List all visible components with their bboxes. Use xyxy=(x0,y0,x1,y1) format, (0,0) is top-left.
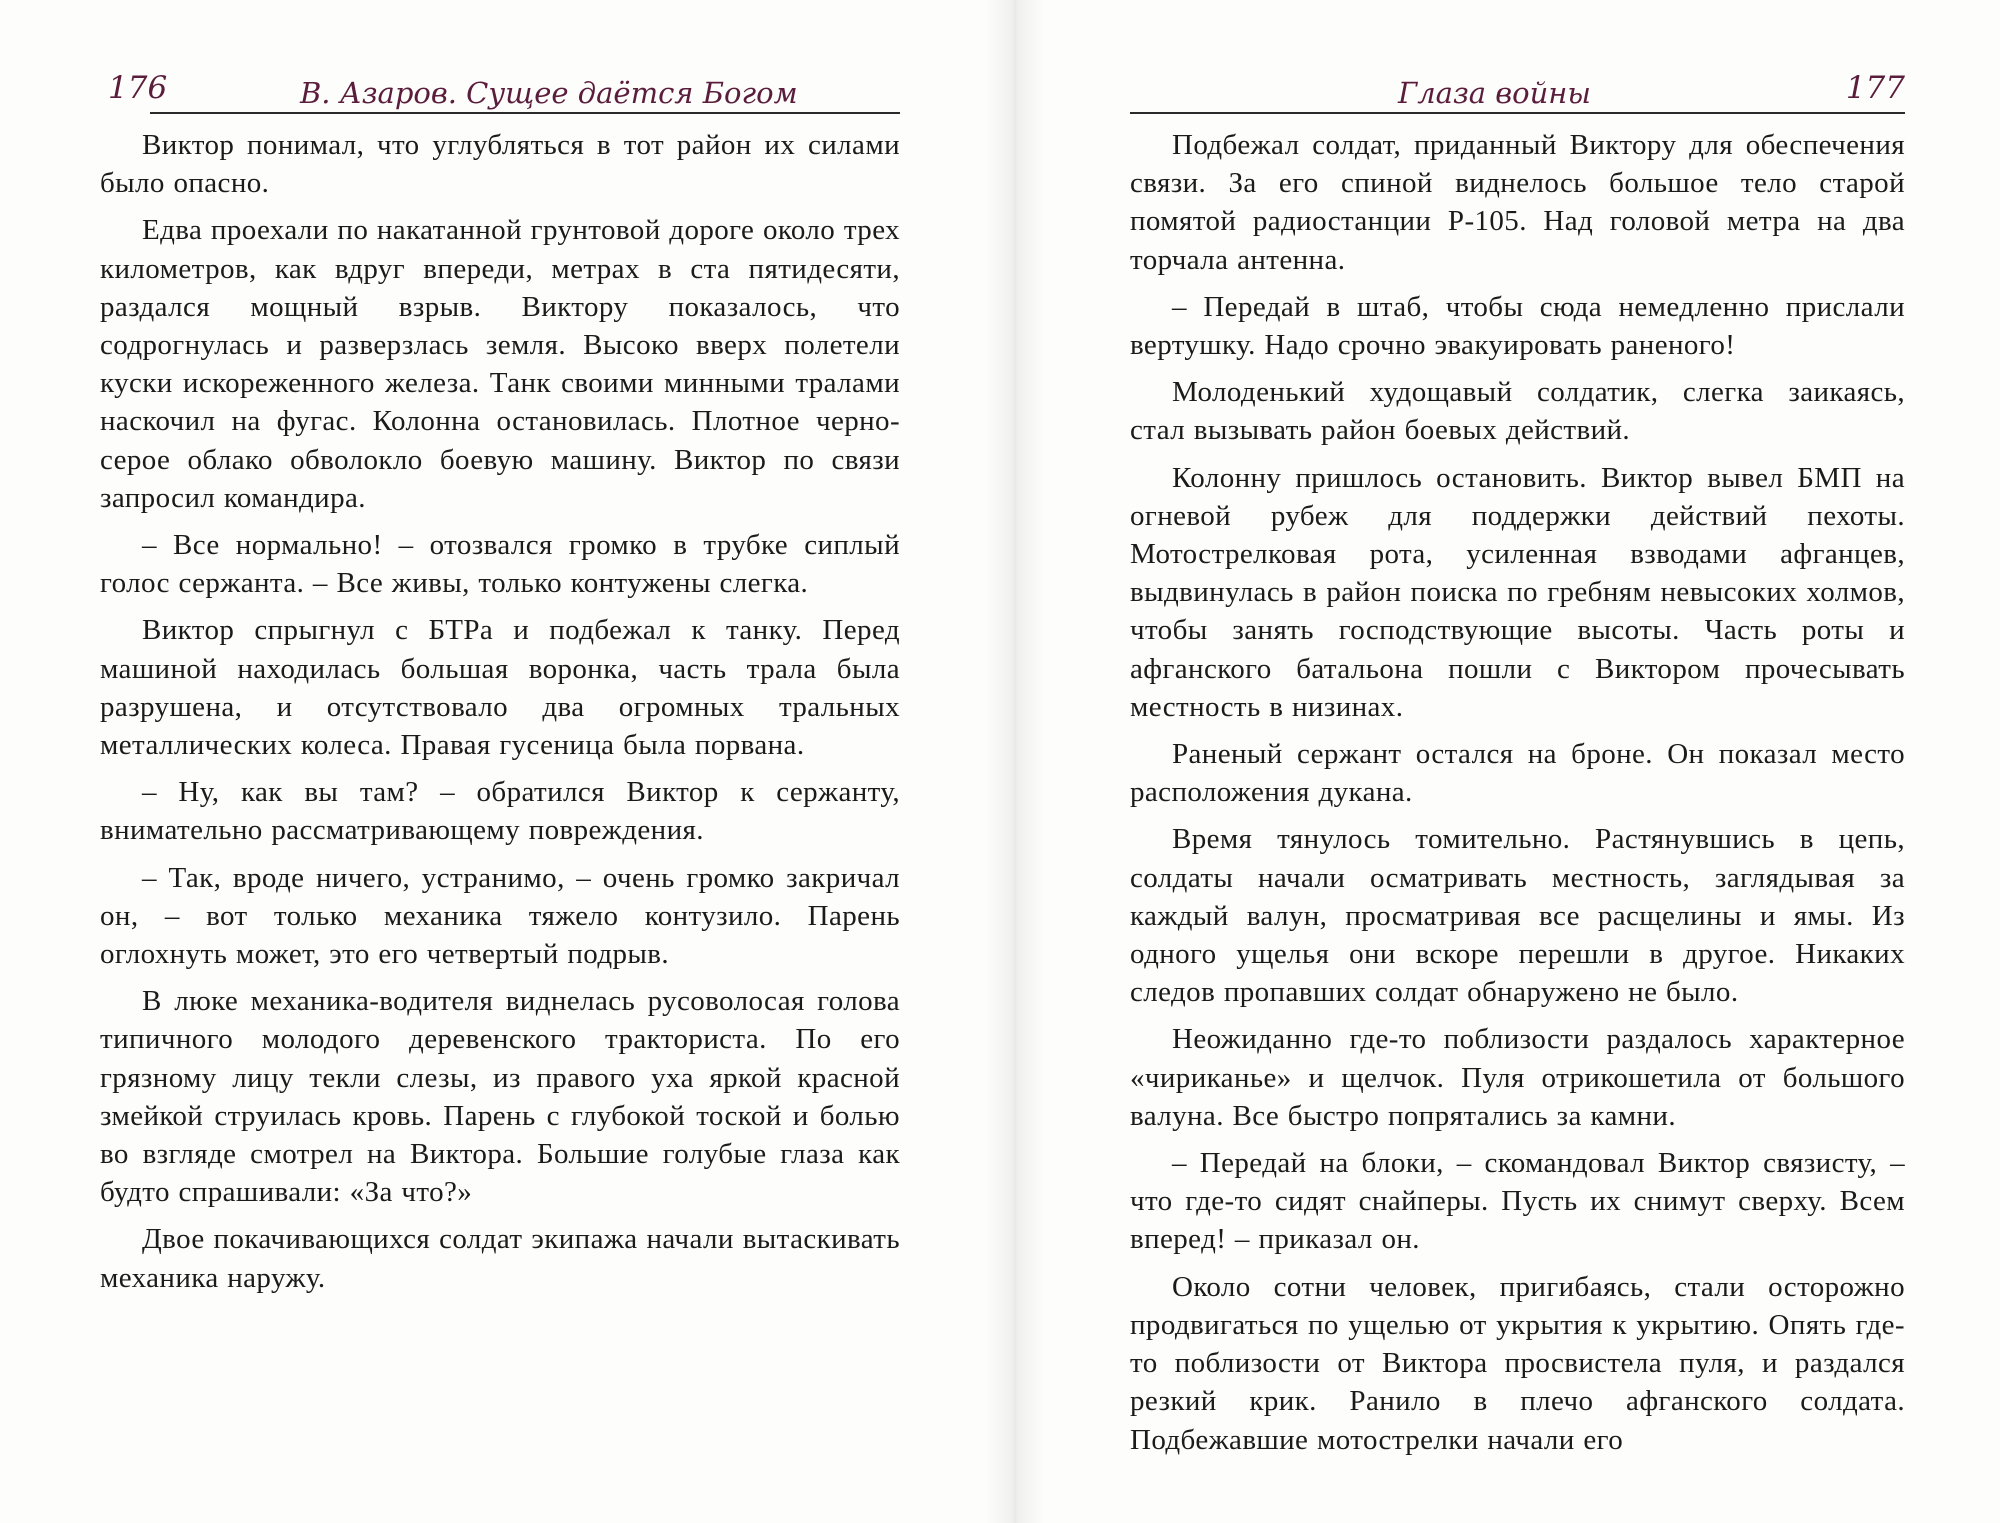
book-gutter xyxy=(985,0,1045,1523)
paragraph: Раненый сержант остался на броне. Он показал место расположения дукана. xyxy=(1130,738,1905,809)
paragraph: Время тянулось томительно. Растянувшись в цепь, солдаты начали осматривать местность, заглядывая за каждый валун, просматривая все расщелины и ямы. Из одного ущелья они вскоре перешли в другое. Никаких следов пропавших солдат обнаружено не было. xyxy=(1130,823,1905,1009)
right-page-number: 177 xyxy=(1845,70,1905,106)
paragraph: Молоденький худощавый солдатик, слегка заикаясь, стал вызывать район боевых действий. xyxy=(1130,376,1905,447)
left-body-text xyxy=(100,126,900,1306)
left-header-rule xyxy=(150,112,900,114)
paragraph: – Передай в штаб, чтобы сюда немедленно прислали вертушку. Надо срочно эвакуировать раненого! xyxy=(1130,290,1905,362)
paragraph: Виктор спрыгнул с БТРа и подбежал к танку. Перед машиной находилась большая воронка, часть трала была разрушена, и отсутствовало два огромных тральных металлических колеса. Правая гусеница была порвана. xyxy=(100,614,900,762)
paragraph: Едва проехали по накатанной грунтовой дороге около трех километров, как вдруг впереди, метрах в ста пятидесяти, раздался мощный взрыв. Виктору показалось, что содрогнулась и разверзлась земля. Высоко вверх полетели куски искореженного железа. Танк своими минными тралами наскочил на фугас. Колонна остановилась. Плотное черно-серое облако обволокло боевую машину. Виктор по связи запросил командира. xyxy=(100,214,900,514)
right-page xyxy=(1130,0,1925,1523)
right-running-head xyxy=(1130,60,1925,116)
right-running-title: Глаза войны xyxy=(1398,76,1592,110)
paragraph: – Ну, как вы там? – обратился Виктор к сержанту, внимательно рассматривающему повреждения. xyxy=(100,776,900,847)
paragraph: В люке механика-водителя виднелась русоволосая голова типичного молодого деревенского тракториста. По его грязному лицу текли слезы, из правого уха яркой красной змейкой струилась кровь. Парень с глубокой тоской и болью во взгляде смотрел на Виктора. Большие голубые глаза как будто спрашивали: «За что?» xyxy=(100,985,900,1209)
paragraph: Около сотни человек, пригибаясь, стали осторожно продвигаться по ущелью от укрытия к укрытию. Опять где-то поблизости от Виктора просвистела пуля, и раздался резкий крик. Ранило в плечо афганского солдата. Подбежавшие мотострелки начали его xyxy=(1130,1270,1905,1456)
left-page-number: 176 xyxy=(108,70,168,106)
paragraph: – Все нормально! – отозвался громко в трубке сиплый голос сержанта. – Все живы, только контужены слегка. xyxy=(100,529,900,600)
paragraph: Колонну пришлось остановить. Виктор вывел БМП на огневой рубеж для поддержки действий пехоты. Мотострелковая рота, усиленная взводами афганцев, выдвинулась в район поиска по гребням невысоких холмов, чтобы занять господствующие высоты. Часть роты и афганского батальона пошли с Виктором прочесывать местность в низинах. xyxy=(1130,461,1905,723)
paragraph: Неожиданно где-то поблизости раздалось характерное «чириканье» и щелчок. Пуля отрикошетила от большого валуна. Все быстро попрятались за камни. xyxy=(1130,1023,1905,1132)
paragraph: Двое покачивающихся солдат экипажа начали вытаскивать механика наружу. xyxy=(100,1223,900,1294)
left-page xyxy=(100,0,900,1523)
paragraph: Виктор понимал, что углубляться в тот район их силами было опасно. xyxy=(100,129,900,200)
right-body-text xyxy=(1130,126,1905,1468)
paragraph: Подбежал солдат, приданный Виктору для обеспечения связи. За его спиной виднелось большое тело старой помятой радиостанции Р-105. Над головой метра на два торчала антенна. xyxy=(1130,129,1905,276)
left-running-title: В. Азаров. Сущее даётся Богом xyxy=(300,76,798,110)
paragraph: – Так, вроде ничего, устранимо, – очень громко закричал он, – вот только механика тяжело контузило. Парень оглохнуть может, это его четвертый подрыв. xyxy=(100,861,900,971)
paragraph: – Передай на блоки, – скомандовал Виктор связисту, – что где-то сидят снайперы. Пусть их снимут сверху. Всем вперед! – приказал он. xyxy=(1130,1147,1905,1256)
right-header-rule xyxy=(1130,112,1905,114)
left-running-head xyxy=(100,60,900,116)
